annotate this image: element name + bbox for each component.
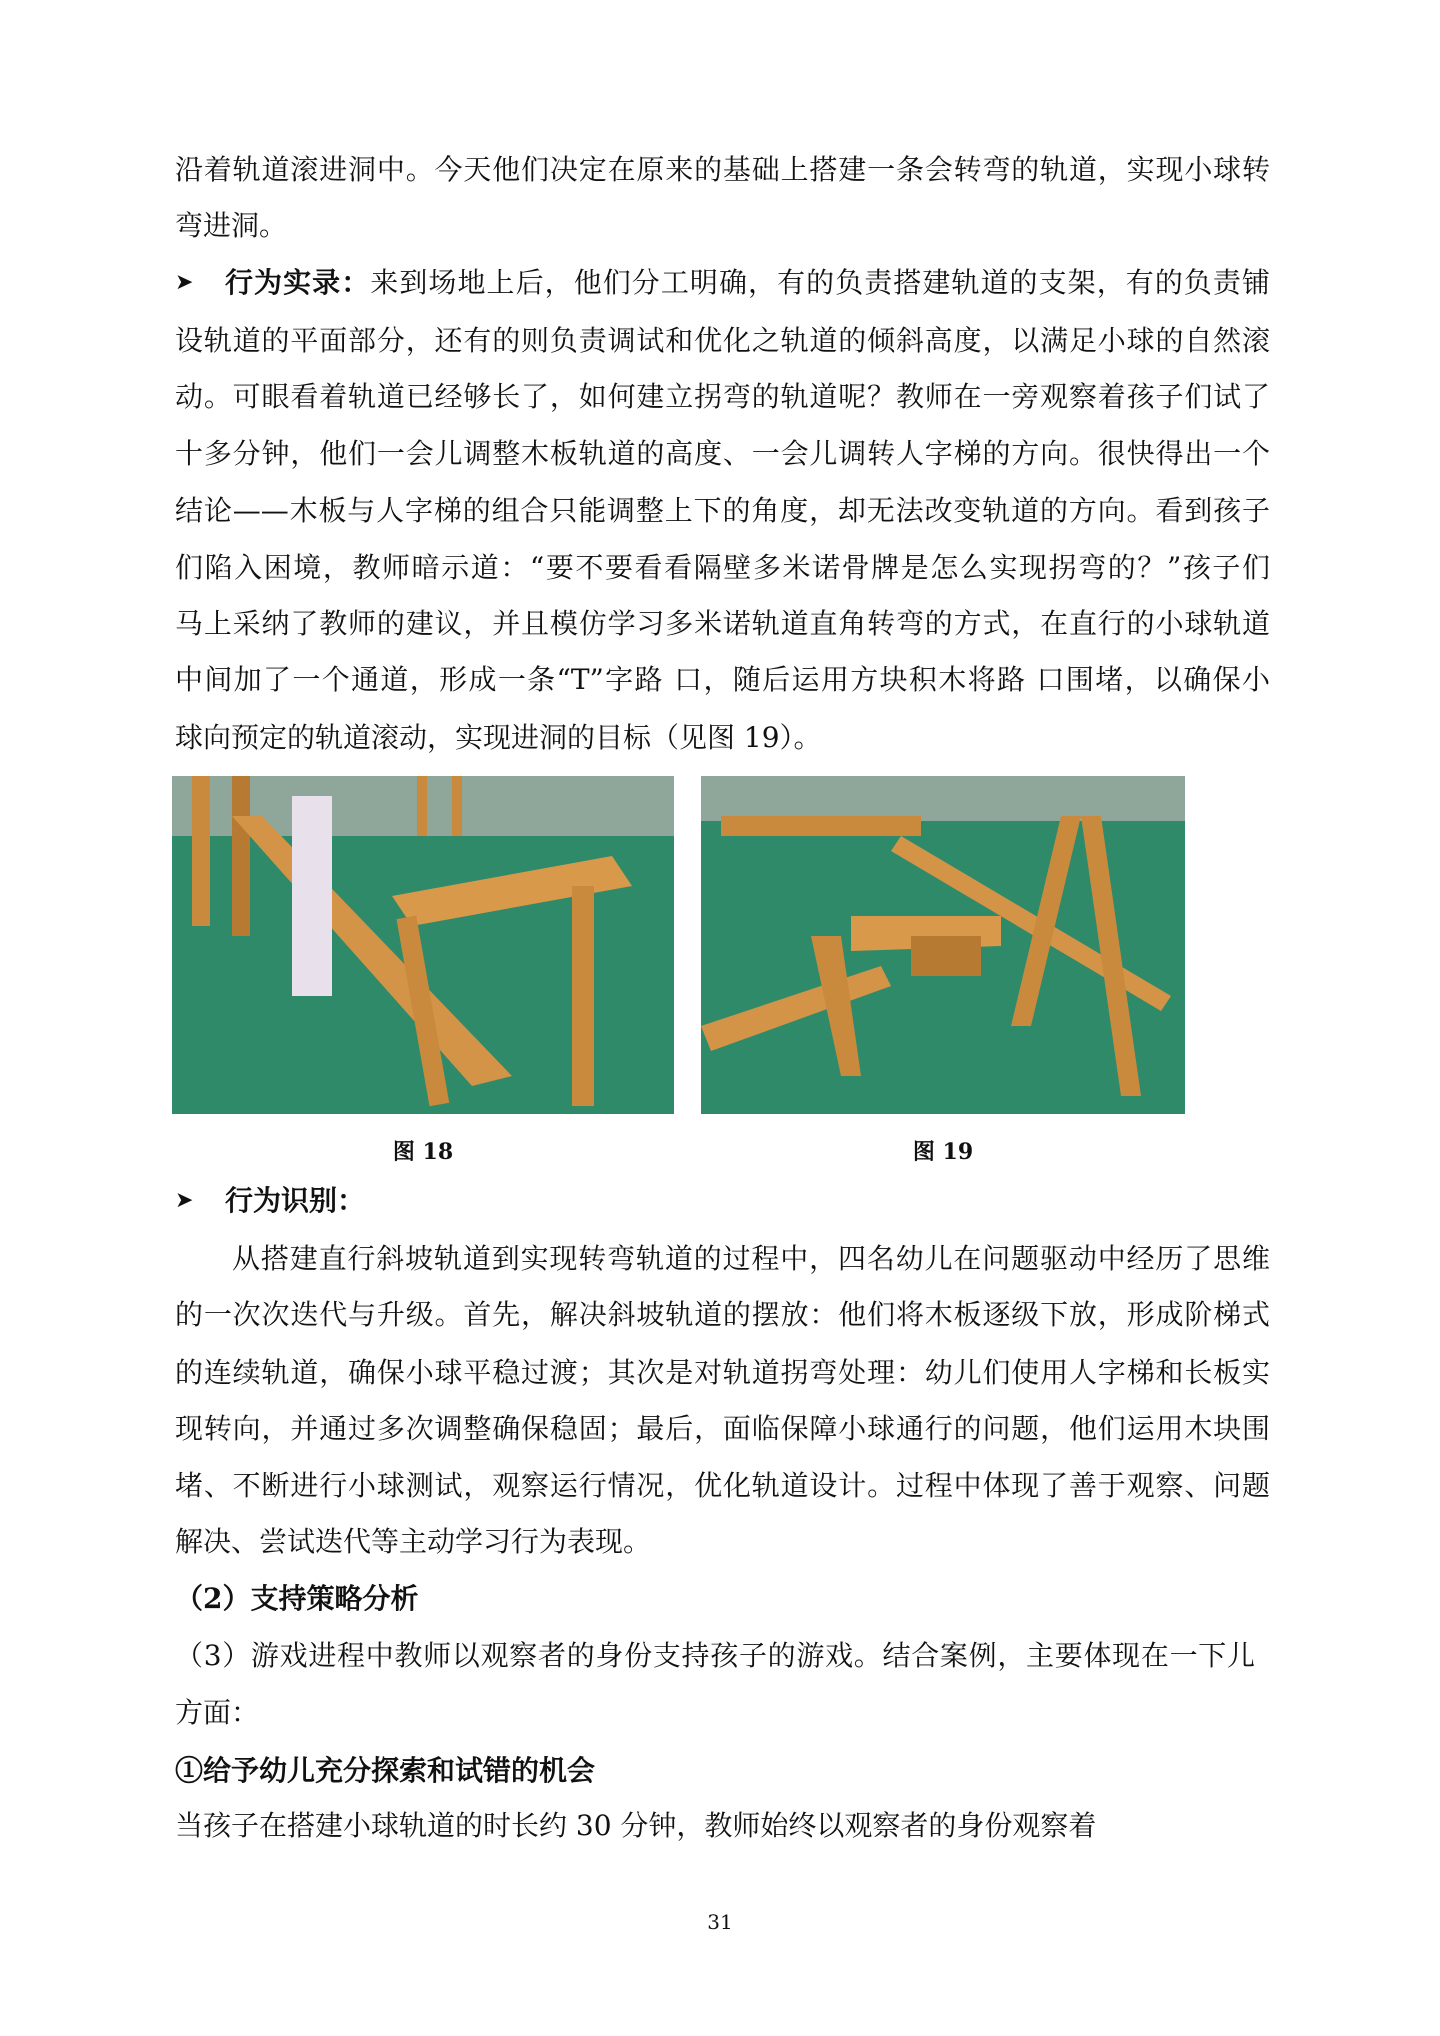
text-line: 结论——木板与人字梯的组合只能调整上下的角度，却无法改变轨道的方向。看到孩子 (175, 494, 1270, 527)
figure-19-caption: 图 19 (912, 1139, 974, 1165)
text-line: 们陷入困境，教师暗示道：“要不要看看隔壁多米诺骨牌是怎么实现拐弯的？”孩子们 (175, 551, 1270, 584)
text-line: 弯进洞。 (175, 209, 288, 242)
text-line: 的连续轨道，确保小球平稳过渡；其次是对轨道拐弯处理：幼儿们使用人字梯和长板实 (175, 1356, 1270, 1389)
record-first-line (225, 263, 1270, 303)
text-line: 球向预定的轨道滚动，实现进洞的目标（见图 19）。 (175, 721, 822, 754)
text-line: 解决、尝试迭代等主动学习行为表现。 (175, 1525, 652, 1558)
figure-18-caption: 图 18 (392, 1139, 454, 1165)
arrowhead-bullet-icon: ➤ (175, 1188, 194, 1213)
section-heading: （2）支持策略分析 (175, 1582, 419, 1615)
text-line: （3）游戏进程中教师以观察者的身份支持孩子的游戏。结合案例，主要体现在一下儿 (175, 1639, 1255, 1672)
text-line: 方面： (175, 1696, 260, 1729)
text-span: 来到场地上后，他们分工明确，有的负责搭建轨道的支架，有的负责铺 (370, 266, 1270, 299)
text-line: 动。可眼看着轨道已经够长了，如何建立拐弯的轨道呢？教师在一旁观察着孩子们试了 (175, 380, 1270, 413)
figure-19-photo (701, 776, 1185, 1114)
arrowhead-bullet-icon: ➤ (175, 270, 194, 295)
subheading: ①给予幼儿充分探索和试错的机会 (175, 1754, 596, 1787)
text-line: 十多分钟，他们一会儿调整木板轨道的高度、一会儿调转人字梯的方向。很快得出一个 (175, 437, 1270, 470)
text-line: 现转向，并通过多次调整确保稳固；最后，面临保障小球通行的问题，他们运用木块围 (175, 1412, 1270, 1445)
text-line: 设轨道的平面部分，还有的则负责调试和优化之轨道的倾斜高度，以满足小球的自然滚 (175, 324, 1270, 357)
text-line: 当孩子在搭建小球轨道的时长约 30 分钟，教师始终以观察者的身份观察着 (175, 1809, 1097, 1842)
text-line: 从搭建直行斜坡轨道到实现转弯轨道的过程中，四名幼儿在问题驱动中经历了思维 (232, 1242, 1270, 1275)
record-label: 行为实录： (225, 266, 371, 299)
page-number: 31 (707, 1910, 733, 1934)
text-line: 马上采纳了教师的建议，并且模仿学习多米诺轨道直角转弯的方式，在直行的小球轨道 (175, 607, 1270, 640)
identify-label: 行为识别： (225, 1184, 366, 1217)
text-line: 堵、不断进行小球测试，观察运行情况，优化轨道设计。过程中体现了善于观察、问题 (175, 1469, 1270, 1502)
figure-18-photo (172, 776, 674, 1114)
text-line: 中间加了一个通道，形成一条“T”字路 口，随后运用方块积木将路 口围堵，以确保小 (175, 663, 1270, 696)
text-line: 的一次次迭代与升级。首先，解决斜坡轨道的摆放：他们将木板逐级下放，形成阶梯式 (175, 1298, 1270, 1331)
text-line: 沿着轨道滚进洞中。今天他们决定在原来的基础上搭建一条会转弯的轨道，实现小球转 (175, 153, 1270, 186)
